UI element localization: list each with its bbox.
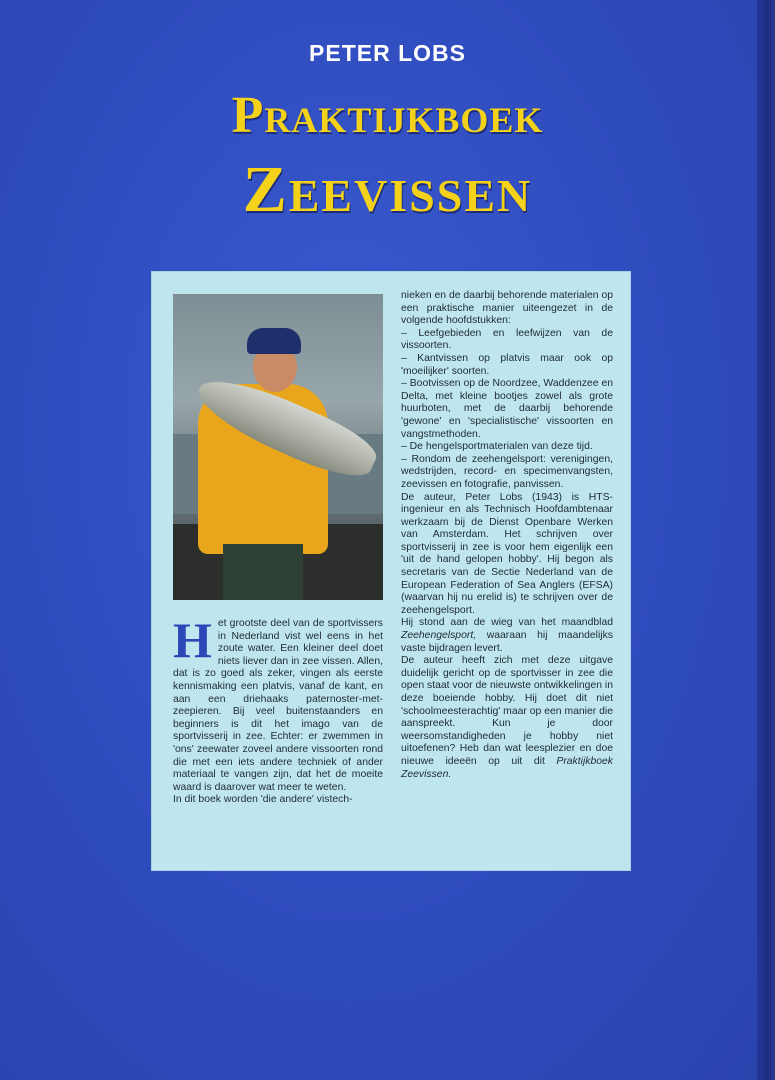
angler-photo (173, 294, 383, 600)
title-line-1: Praktijkboek (231, 87, 544, 144)
author-bio: De auteur, Peter Lobs (1943) is HTS-ingenieur en als Technisch Hoofdambtenaar werkzaam bij de Dienst Openbare Werken van Amsterdam. Het schrijven over sportvisserij in zee is voor hem eigenlijk een 'uit de hand gelopen hobby'. Hij begon als secretaris van de Sectie Nederland van de European Federation of Sea Anglers (EFSA) (waarvan hij nu erelid is) te schrijven over de zeehengelsport. (401, 491, 613, 616)
intro-text: et grootste deel van de sportvissers in Nederland vist wel eens in het zoute water. Een kleiner deel doet niets liever dan in zee vissen. Allen, dat is zo goed als zeker, vingen als eerste kennismaking een platvis, vanaf de kant, en aan een driehaaks paternoster-met-zeepieren. Bij veel buitenstaanders en beginners is dit het imago van de sportvisserij in zee. Echter: er zwemmen in 'ons' zeewater zoveel andere vissoorten rond die met een iets andere techniek of ander materiaal te vangen zijn, dat het de moeite waard is daarover wat meer te weten. (173, 618, 383, 793)
author-name: PETER LOBS (309, 40, 466, 66)
magazine-paragraph: Hij stond aan de wieg van het maandblad Zeehengelsport, waaraan hij maandelijks vaste bijdragen levert. (401, 617, 613, 654)
chapter-item: – De hengelsportmaterialen van deze tijd. (401, 441, 593, 453)
closing-line: In dit boek worden 'die andere' vistech- (173, 794, 353, 806)
title-line-2: Zeevissen (242, 153, 533, 226)
left-text-column (173, 612, 383, 807)
chapters-intro: nieken en de daarbij behorende materialen op een praktische manier uiteengezet in de volgende hoofdstukken: (401, 290, 614, 327)
blurb-panel (152, 272, 630, 870)
chapter-item: – Rondom de zeehengelsport: verenigingen, wedstrijden, record- en specimenvangsten, zeevissen en fotografie, panvissen. (401, 453, 613, 490)
chapter-item: – Bootvissen op de Noordzee, Waddenzee en Delta, met kleine bootjes zowel als grote huurboten, met de daarbij behorende 'gewone' en 'specialistische' vissoorten en vangstmethoden. (401, 378, 613, 440)
book-title-italic: Praktijkboek Zeevissen. (401, 755, 613, 780)
magazine-name: Zeehengelsport, (401, 630, 477, 642)
intro-paragraph (173, 612, 383, 794)
right-text-column (401, 290, 613, 781)
chapter-item: – Leefgebieden en leefwijzen van de vissoorten. (401, 327, 613, 352)
closing-paragraph: De auteur heeft zich met deze uitgave duidelijk gericht op de sportvisser in zee die open staat voor de nieuwste ontwikkelingen in deze boeiende hobby. Hij doet dit niet 'schoolmeesterachtig' maar op een manier die aanspreekt. Kun je door weersomstandigheden je hobby niet uitoefenen? Heb dan wat leesplezier en doe nieuwe ideeën op uit dit Praktijkboek Zeevissen. (401, 655, 613, 780)
chapter-item: – Kantvissen op platvis maar ook op 'moeilijker' soorten. (401, 352, 613, 377)
drop-cap: H (173, 612, 212, 668)
